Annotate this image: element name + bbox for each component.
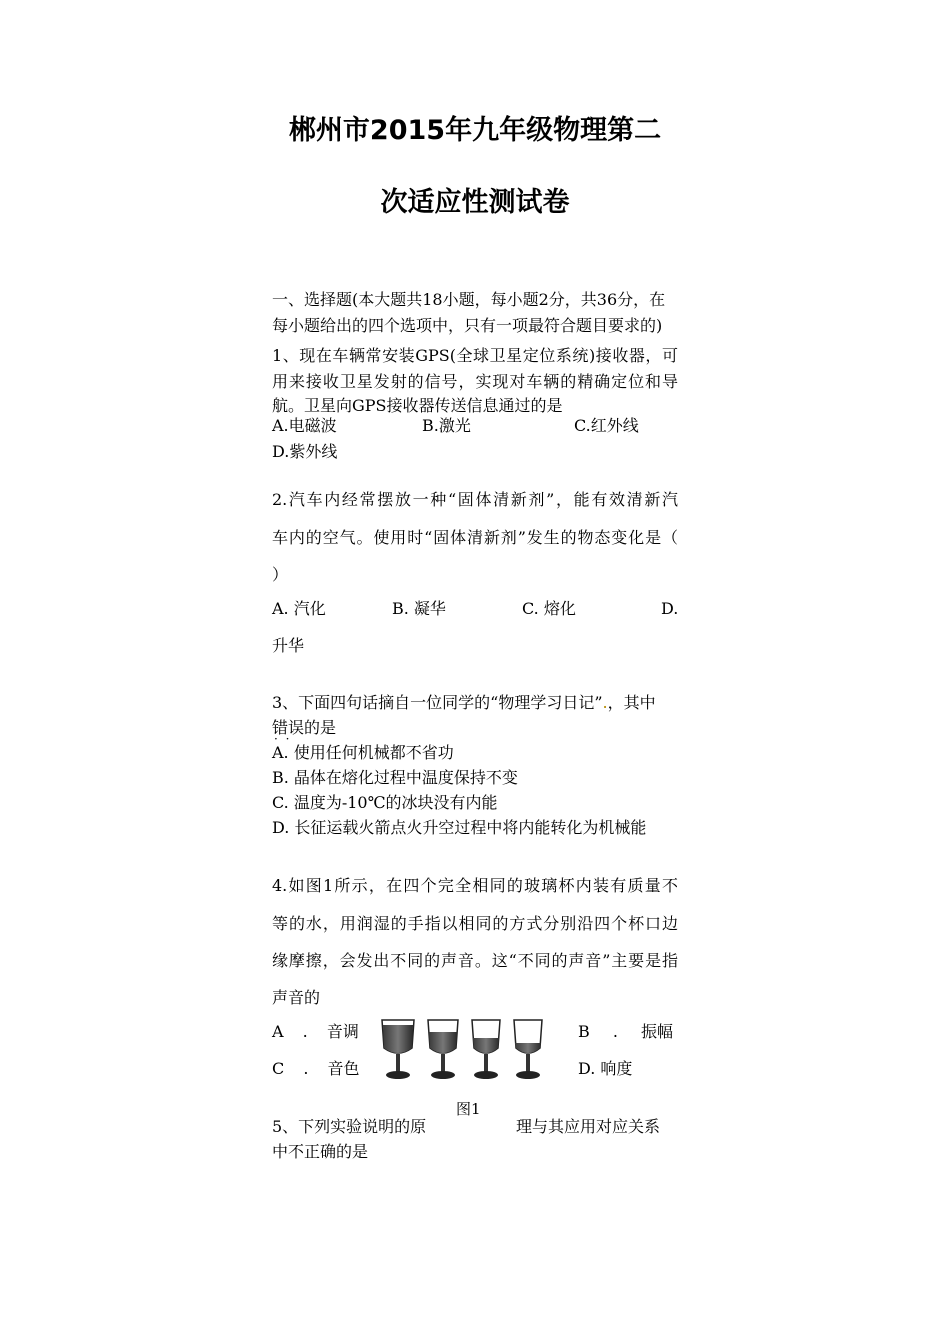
q2-option-d-text: 升华 <box>272 636 305 655</box>
q3-line-1-tail: ，其中 <box>607 693 656 712</box>
q3-line-2 <box>272 718 336 738</box>
figure-caption: 图1 <box>456 1100 481 1118</box>
q3-option-c: C. 温度为-10℃的冰块没有内能 <box>272 793 498 812</box>
glass-4 <box>514 1020 542 1079</box>
q2-option-a: A. 汽化 <box>272 599 326 618</box>
q2-line-2: 车内的空气。使用时“固体清新剂”发生的物态变化是（ <box>272 528 678 547</box>
q5-line-1-end: 理与其应用对应关系 <box>516 1117 661 1136</box>
q3-emphasized-word: 错误 · · <box>272 718 304 737</box>
title-line-1: 郴州市2015年九年级物理第二 <box>288 115 662 146</box>
q1-option-a: A.电磁波 <box>272 416 337 435</box>
q2-line-1: 2.汽车内经常摆放一种“固体清新剂”，能有效清新汽 <box>272 490 678 509</box>
q1-option-c: C.红外线 <box>574 416 639 435</box>
glass-1 <box>382 1020 414 1079</box>
q1-line-1: 1、现在车辆常安装GPS(全球卫星定位系统)接收器，可 <box>272 346 678 365</box>
glass-2 <box>428 1020 458 1079</box>
q3-line-1-dot: . <box>602 693 608 712</box>
section-heading-line-2: 每小题给出的四个选项中，只有一项最符合题目要求的) <box>272 316 663 335</box>
q2-option-d-letter: D. <box>661 599 679 618</box>
section-heading-line-1: 一、选择题(本大题共18小题，每小题2分，共36分，在 <box>272 290 666 309</box>
glass-3 <box>472 1020 500 1079</box>
q4-option-a: A . 音调 <box>272 1022 359 1041</box>
q4-line-3: 缘摩擦，会发出不同的声音。这“不同的声音”主要是指 <box>272 951 678 970</box>
q3-line-2-rest: 的是 <box>304 718 337 737</box>
q3-option-b: B. 晶体在熔化过程中温度保持不变 <box>272 768 518 787</box>
q1-line-2: 用来接收卫星发射的信号，实现对车辆的精确定位和导 <box>272 372 678 391</box>
q1-line-3: 航。卫星向GPS接收器传送信息通过的是 <box>272 396 563 415</box>
q4-option-d: D. 响度 <box>578 1059 633 1078</box>
q5-line-2: 中不正确的是 <box>272 1142 369 1161</box>
q3-line-1 <box>272 693 656 713</box>
four-glasses-figure <box>378 1016 550 1084</box>
q1-option-d: D.紫外线 <box>272 442 338 461</box>
q4-option-c: C . 音色 <box>272 1059 360 1078</box>
q2-line-3: ） <box>272 565 289 584</box>
q3-option-d: D. 长征运载火箭点火升空过程中将内能转化为机械能 <box>272 818 647 837</box>
q4-line-4: 声音的 <box>272 988 321 1007</box>
q4-line-1: 4.如图1所示，在四个完全相同的玻璃杯内装有质量不 <box>272 876 678 895</box>
q5-line-1-start: 5、下列实验说明的原 <box>272 1117 427 1136</box>
q4-line-2: 等的水，用润湿的手指以相同的方式分别沿四个杯口边 <box>272 914 678 933</box>
q3-line-1-text: 3、下面四句话摘自一位同学的“物理学习日记” <box>272 693 603 712</box>
title-line-2: 次适应性测试卷 <box>380 187 570 218</box>
q2-option-c: C. 熔化 <box>522 599 576 618</box>
q3-option-a: A. 使用任何机械都不省功 <box>272 743 454 762</box>
q4-option-b: B . 振幅 <box>578 1022 674 1041</box>
q2-option-b: B. 凝华 <box>392 599 446 618</box>
q1-option-b: B.激光 <box>422 416 471 435</box>
